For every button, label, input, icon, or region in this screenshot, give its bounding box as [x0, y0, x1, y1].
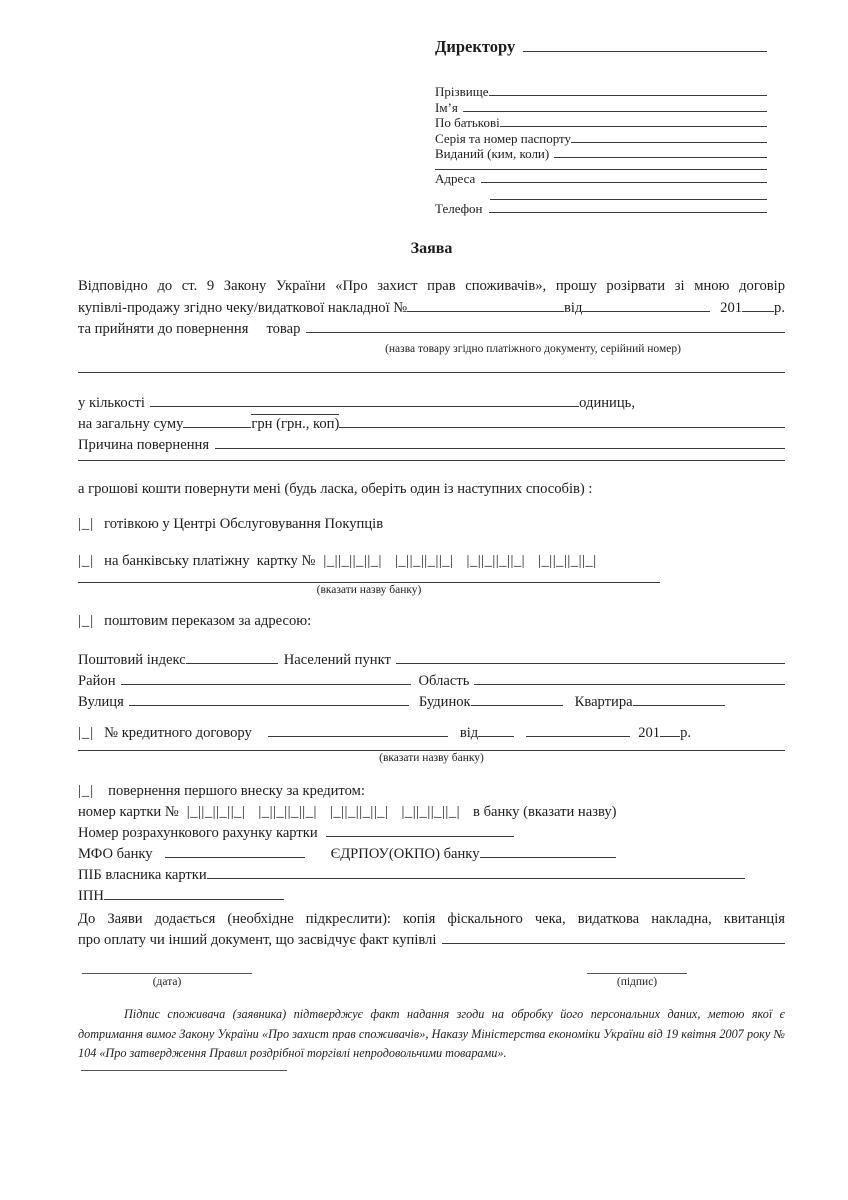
- attachments-line-1: До Заяви додається (необхідне підкреслити): копія фіскального чека, видаткова накладна, квитанція: [78, 910, 785, 927]
- postal-checkbox[interactable]: |_|: [78, 612, 95, 629]
- card-number-group-4[interactable]: |_||_||_||_|: [538, 552, 597, 569]
- credit-card-group-2[interactable]: |_||_||_||_|: [258, 803, 317, 820]
- reason-field[interactable]: [215, 448, 785, 449]
- footnote-rule: [81, 1070, 287, 1071]
- refund-intro: а грошові кошти повернути мені (будь ласка, оберіть один із наступних способів) :: [78, 480, 593, 497]
- invoice-number-label: купівлі-продажу згідно чеку/видаткової накладної №: [78, 299, 408, 316]
- director-row: [435, 36, 767, 58]
- credit-day-field[interactable]: [478, 736, 514, 737]
- goods-hint: (назва товару згідно платіжного документу, серійний номер): [385, 342, 681, 355]
- building-label: Будинок: [418, 693, 471, 710]
- bank-name-hint: (вказати назву банку): [316, 583, 422, 596]
- credit-year-prefix: 201: [638, 724, 661, 741]
- units-label: одиниць,: [579, 394, 635, 411]
- passport-field[interactable]: [571, 142, 767, 143]
- invoice-from-label: від: [564, 299, 583, 316]
- attachments-line-2-label: про оплату чи інший документ, що засвідчує факт купівлі: [78, 932, 437, 949]
- credit-card-number-label: номер картки №: [78, 803, 179, 820]
- goods-name-field[interactable]: [306, 332, 785, 333]
- credit-card-group-3[interactable]: |_||_||_||_|: [329, 803, 389, 820]
- bank-card-checkbox[interactable]: |_|: [78, 552, 95, 569]
- mfo-label: МФО банку: [78, 845, 153, 862]
- attachments-field[interactable]: [442, 943, 785, 944]
- card-number-group-1[interactable]: |_||_||_||_|: [323, 552, 382, 569]
- surname-field[interactable]: [489, 95, 767, 96]
- mfo-field[interactable]: [165, 857, 305, 858]
- settlement-label: Населений пункт: [283, 651, 391, 668]
- reason-continuation-field[interactable]: [78, 460, 785, 461]
- patronymic-field[interactable]: [500, 126, 767, 127]
- card-owner-label: ПІБ власника картки: [78, 866, 207, 883]
- consent-note: Підпис споживача (заявника) підтверджує факт надання згоди на обробку його персональних даних, метою якої є дотримання вимог Закону України «Про захист прав споживачів», Наказу Міністерства економіки України від 19 квітня 2007 року № 104 «Про затвердження Правил роздрібної торгівлі непродовольчими товарами».: [78, 1007, 785, 1061]
- credit-agreement-number-field[interactable]: [268, 736, 448, 737]
- account-number-field[interactable]: [326, 836, 514, 837]
- postal-index-field[interactable]: [186, 663, 278, 664]
- sign-signature-block: [587, 973, 687, 989]
- credit-year-field[interactable]: [660, 736, 680, 737]
- invoice-date-field[interactable]: [582, 311, 710, 312]
- in-bank-label: в банку (вказати назву): [473, 803, 617, 820]
- total-sum-continuation-field[interactable]: [339, 427, 785, 428]
- first-payment-checkbox[interactable]: |_|: [78, 782, 95, 799]
- bank-card-option-label: на банківську платіжну картку №: [104, 552, 316, 569]
- edrpou-label: ЄДРПОУ(ОКПО) банку: [330, 845, 480, 862]
- card-owner-field[interactable]: [207, 878, 745, 879]
- credit-from-label: від: [459, 724, 479, 741]
- region-field[interactable]: [474, 684, 785, 685]
- quantity-field[interactable]: [150, 406, 579, 407]
- street-field[interactable]: [129, 705, 409, 706]
- applicant-info-block: [435, 84, 767, 216]
- address-label: Адреса: [435, 170, 476, 186]
- district-label: Район: [78, 672, 116, 689]
- street-label: Вулиця: [78, 693, 124, 710]
- invoice-number-field[interactable]: [407, 311, 564, 312]
- patronymic-label: По батькові: [435, 115, 500, 131]
- issued-by-continuation-field[interactable]: [435, 169, 767, 170]
- invoice-year-suffix: р.: [774, 299, 785, 316]
- sign-hint: (підпис): [616, 976, 658, 989]
- account-number-label: Номер розрахункового рахунку картки: [78, 824, 318, 841]
- postal-option-label: поштовим переказом за адресою:: [104, 612, 312, 629]
- edrpou-field[interactable]: [480, 857, 616, 858]
- credit-card-group-1[interactable]: |_||_||_||_|: [186, 803, 246, 820]
- postal-index-label: Поштовий індекс: [78, 651, 186, 668]
- date-signature-block: [82, 973, 252, 989]
- total-sum-label: на загальну суму: [78, 415, 184, 432]
- address-continuation-field[interactable]: [490, 199, 767, 200]
- signature-row: [78, 973, 785, 989]
- surname-label: Прізвище: [435, 84, 489, 99]
- apartment-label: Квартира: [574, 693, 633, 710]
- date-hint: (дата): [152, 976, 182, 989]
- credit-card-group-4[interactable]: |_||_||_||_|: [401, 803, 461, 820]
- cash-option-label: готівкою у Центрі Обслуговування Покупців: [104, 515, 384, 532]
- credit-year-suffix: р.: [680, 724, 692, 741]
- director-name-field[interactable]: [523, 51, 767, 52]
- page-title: Заява: [410, 240, 453, 258]
- phone-label: Телефон: [435, 200, 483, 216]
- return-label: та прийняти до повернення: [78, 320, 249, 337]
- ipn-field[interactable]: [104, 899, 284, 900]
- currency-label-underlined: грн (грн., коп): [251, 415, 340, 432]
- first-payment-option-label: повернення першого внеску за кредитом:: [108, 782, 365, 799]
- sign-field[interactable]: [587, 973, 687, 974]
- goods-continuation-field[interactable]: [78, 372, 785, 373]
- director-label: Директору: [435, 37, 516, 56]
- issued-by-label: Виданий (ким, коли): [435, 146, 550, 162]
- invoice-year-prefix: 201: [720, 299, 743, 316]
- firstname-field[interactable]: [463, 111, 767, 112]
- firstname-label: Ім’я: [435, 99, 458, 115]
- issued-by-field[interactable]: [554, 157, 767, 158]
- cash-checkbox[interactable]: |_|: [78, 515, 95, 532]
- quantity-label: у кількості: [78, 394, 145, 411]
- card-number-group-3[interactable]: |_||_||_||_|: [466, 552, 526, 569]
- phone-field[interactable]: [489, 212, 767, 213]
- apartment-field[interactable]: [633, 705, 725, 706]
- passport-label: Серія та номер паспорту: [435, 130, 572, 146]
- credit-agreement-label: № кредитного договору: [104, 724, 252, 741]
- card-number-group-2[interactable]: |_||_||_||_|: [394, 552, 454, 569]
- total-sum-field[interactable]: [183, 427, 251, 428]
- ipn-label: ІПН: [78, 887, 104, 904]
- date-field[interactable]: [82, 973, 252, 974]
- settlement-field[interactable]: [396, 663, 785, 664]
- reason-label: Причина повернення: [78, 436, 210, 453]
- goods-label: товар: [266, 320, 301, 337]
- credit-bank-name-hint: (вказати назву банку): [379, 751, 484, 764]
- building-field[interactable]: [471, 705, 563, 706]
- region-label: Область: [418, 672, 470, 689]
- credit-date-field[interactable]: [526, 736, 630, 737]
- intro-line-1: Відповідно до ст. 9 Закону України «Про захист прав споживачів», прошу розірвати зі мною договір: [78, 278, 785, 295]
- address-field[interactable]: [481, 182, 767, 183]
- invoice-year-field[interactable]: [742, 311, 774, 312]
- district-field[interactable]: [121, 684, 411, 685]
- credit-agreement-checkbox[interactable]: |_|: [78, 724, 95, 741]
